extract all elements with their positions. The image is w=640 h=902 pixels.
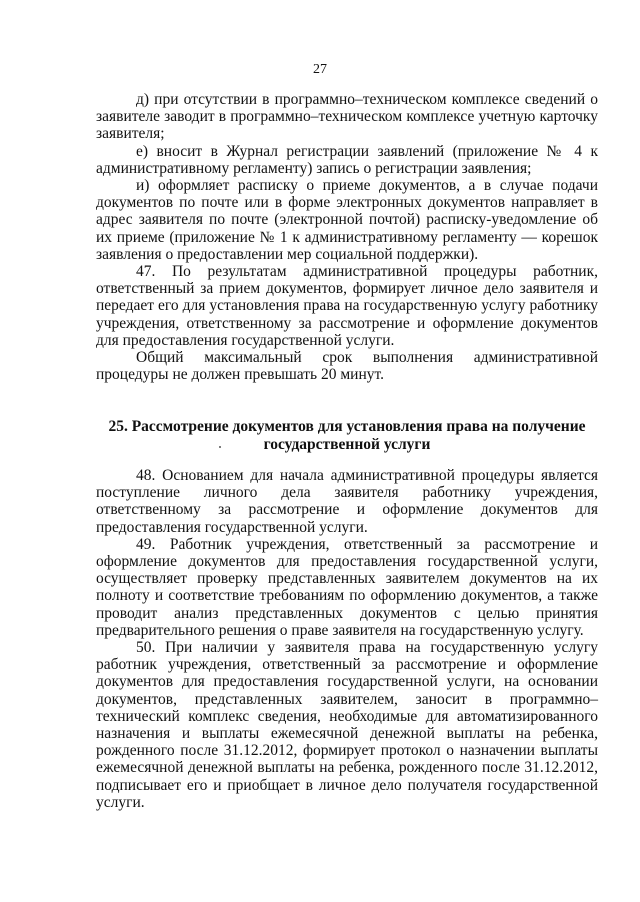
paragraph-item-d: д) при отсутствии в программно–техническом комплексе сведений о заявителе заводит в программно–техническом комплексе учетную карточку заявителя; [96,91,598,143]
paragraph-49: 49. Работник учреждения, ответственный за рассмотрение и оформление документов для предоставления государственной услуги, осуществляет проверку представленных заявителем документов на их полноту и соответствие требованиям по оформлению документов, а также проводит анализ представленных документов с целью принятия предварительного решения о праве заявителя на государственную услугу. [96,535,598,639]
paragraph-48: 48. Основанием для начала административной процедуры является поступление личного дела заявителя работнику учреждения, ответственному за рассмотрение и оформление документов для предоставления государственной услуги. [96,467,598,536]
scan-speck [219,446,221,448]
paragraph-item-e: е) вносит в Журнал регистрации заявлений (приложение № 4 к административному регламенту) запись о регистрации заявления; [96,142,598,177]
page-number: 27 [313,62,327,77]
paragraph-max-time: Общий максимальный срок выполнения административной процедуры не должен превышать 20 минут. [96,349,598,384]
text-block-top [96,91,598,383]
paragraph-item-i: и) оформляет расписку о приеме документов, а в случае подачи документов по почте или в форме электронных документов направляет в адрес заявителя по почте (электронной почтой) расписку-уведомление об их приеме (приложение № 1 к административному регламенту — корешок заявления о предоставлении мер социальной поддержки). [96,177,598,263]
section-heading: 25. Рассмотрение документов для установления права на получение государственной услуги [108,418,586,453]
paragraph-47: 47. По результатам административной процедуры работник, ответственный за прием документов, формирует личное дело заявителя и передает его для установления права на государственную услугу работнику учреждения, ответственному за рассмотрение и оформление документов для предоставления государственной услуги. [96,263,598,349]
paragraph-50: 50. При наличии у заявителя права на государственную услугу работник учреждения, ответственный за рассмотрение и оформление документов для предоставления государственной услуги, на основании документов, представленных заявителем, заносит в программно–технический комплекс сведения, необходимые для автоматизированного назначения и выплаты ежемесячной денежной выплаты на ребенка, рожденного после 31.12.2012, формирует протокол о назначении выплаты ежемесячной денежной выплаты на ребенка, рожденного после 31.12.2012, подписывает его и приобщает в личное дело получателя государственной услуги. [96,639,598,811]
text-block-bottom [96,467,598,811]
